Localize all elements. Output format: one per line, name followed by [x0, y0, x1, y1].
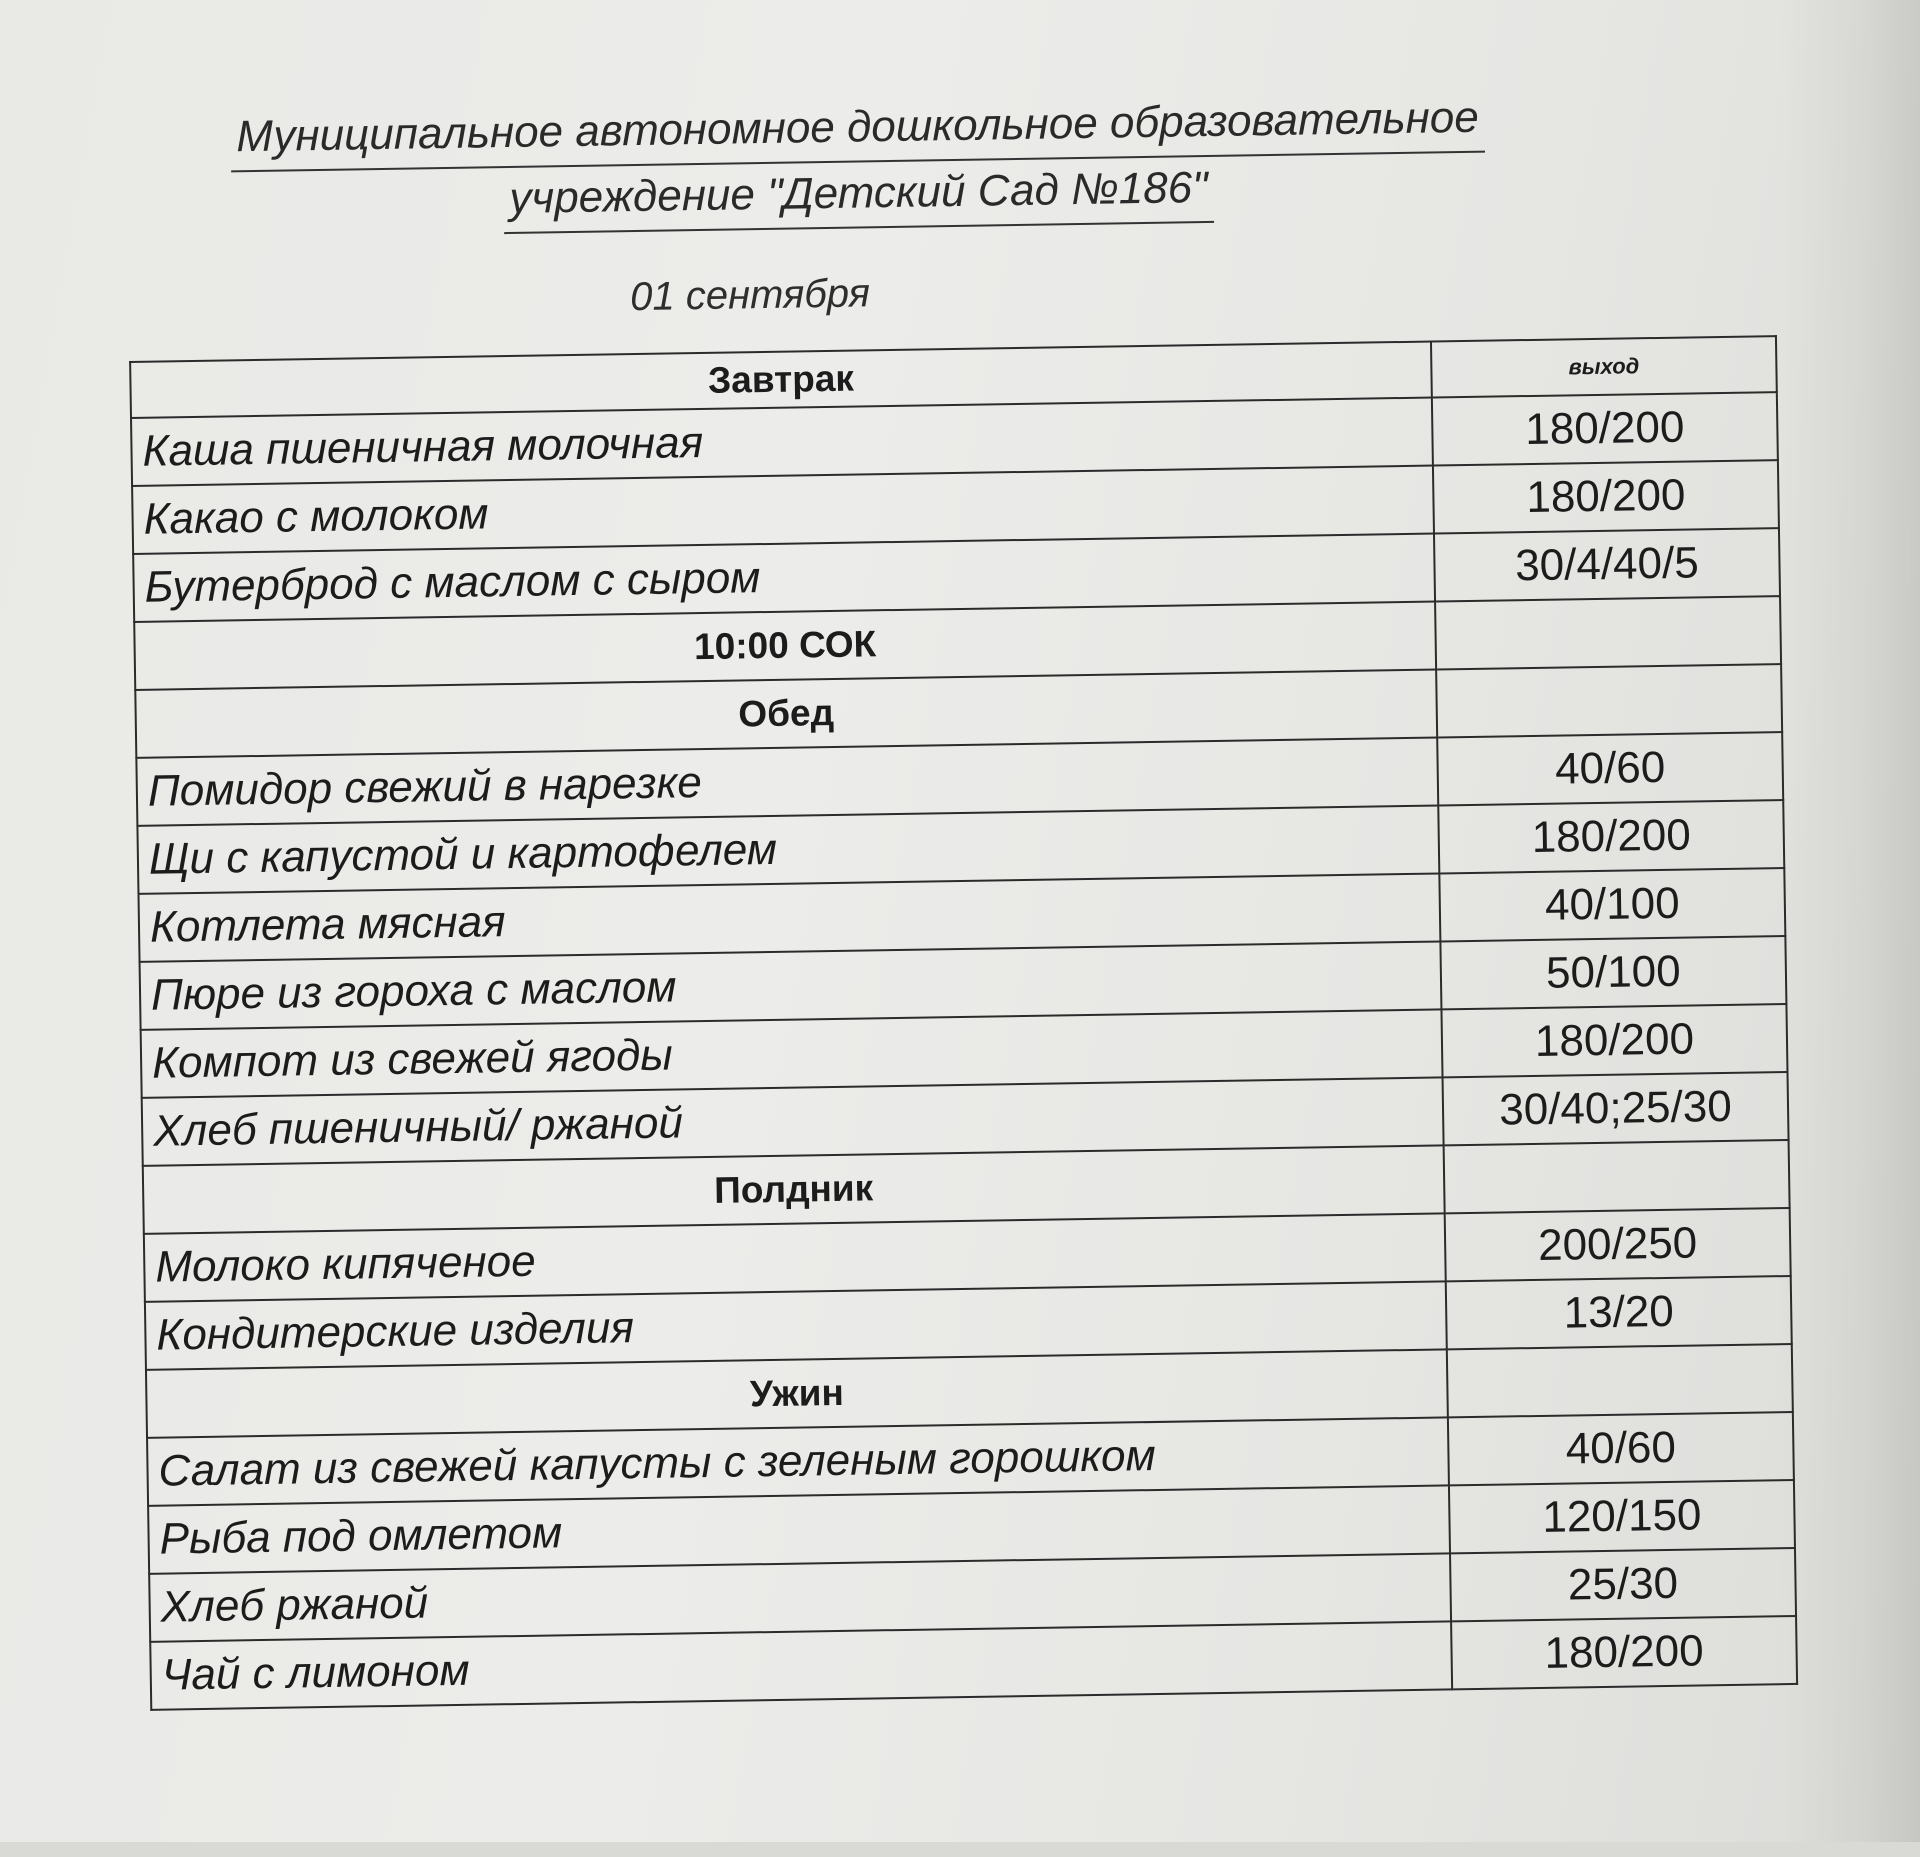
dish-name: Хлеб пшеничный/ ржаной [142, 1077, 1444, 1165]
meal-section-title: Завтрак [130, 342, 1432, 418]
portion-size: 180/200 [1438, 800, 1784, 873]
dish-name: Какао с молоком [132, 466, 1434, 554]
institution-name-line-1: Муниципальное автономное дошкольное образовательное [230, 87, 1485, 173]
portion-size: 13/20 [1446, 1276, 1792, 1349]
dish-name: Пюре из гороха с маслом [140, 941, 1442, 1029]
portion-size: 180/200 [1432, 392, 1778, 465]
portion-size: 40/100 [1439, 868, 1785, 941]
portion-size: 30/4/40/5 [1434, 528, 1780, 601]
dish-name: Помидор свежий в нарезке [136, 737, 1438, 825]
dish-name: Молоко кипяченое [144, 1213, 1446, 1301]
portion-size: 40/60 [1437, 732, 1783, 805]
institution-name-line-2: учреждение "Детский Сад №186" [503, 157, 1214, 234]
dish-name: Кондитерские изделия [145, 1281, 1447, 1369]
portion-size: 120/150 [1449, 1480, 1795, 1553]
menu-date: 01 сентября [629, 271, 871, 320]
menu-table [129, 335, 1798, 1711]
portion-size [1435, 596, 1781, 669]
portion-size: 180/200 [1451, 1616, 1797, 1689]
dish-name: Компот из свежей ягоды [141, 1009, 1443, 1097]
dish-name: Хлеб ржаной [149, 1553, 1451, 1641]
dish-name: Чай с лимоном [150, 1621, 1452, 1709]
menu-table-body [130, 336, 1797, 1710]
portion-size: 50/100 [1440, 936, 1786, 1009]
meal-section-title: Ужин [146, 1349, 1448, 1437]
portion-size: 200/250 [1445, 1208, 1791, 1281]
portion-column-header: выход [1431, 336, 1777, 397]
portion-size: 180/200 [1441, 1004, 1787, 1077]
meal-section-title: Обед [135, 669, 1437, 757]
portion-size: 40/60 [1448, 1412, 1794, 1485]
meal-section-title: 10:00 СОК [134, 601, 1436, 689]
portion-size [1447, 1344, 1793, 1417]
portion-size: 25/30 [1450, 1548, 1796, 1621]
meal-section-title: Полдник [143, 1145, 1445, 1233]
dish-name: Салат из свежей капусты с зеленым горошком [147, 1417, 1449, 1505]
portion-size [1444, 1140, 1790, 1213]
portion-size: 30/40;25/30 [1442, 1072, 1788, 1145]
dish-name: Щи с капустой и картофелем [137, 805, 1439, 893]
portion-size [1436, 664, 1782, 737]
dish-name: Котлета мясная [138, 873, 1440, 961]
portion-size: 180/200 [1433, 460, 1779, 533]
dish-name: Рыба под омлетом [148, 1485, 1450, 1573]
document-header [107, 85, 1609, 241]
dish-name: Каша пшеничная молочная [131, 398, 1433, 486]
dish-name: Бутерброд с маслом с сыром [133, 534, 1435, 622]
